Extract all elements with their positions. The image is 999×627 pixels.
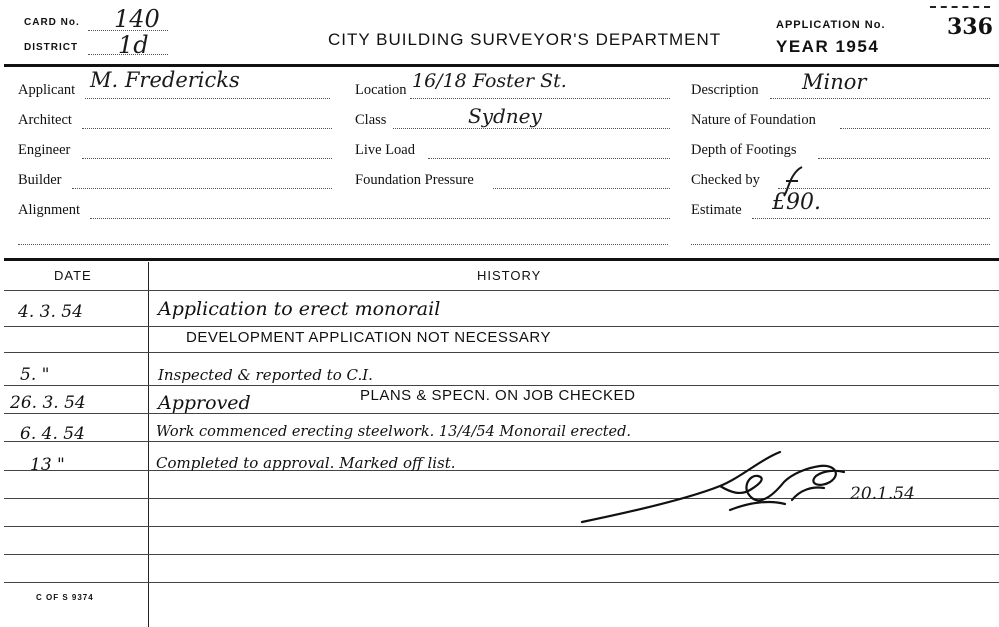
row-1-stamp: DEVELOPMENT APPLICATION NOT NECESSARY [186,329,551,346]
class-label: Class [355,112,387,128]
row-4-entry: Work commenced erecting steelwork. 13/4/54 Monorail erected. [156,424,632,440]
location-line [410,98,670,99]
depth-of-footings-line [818,158,990,159]
applicant-value: M. Fredericks [90,68,240,92]
table-row-line [4,582,999,583]
row-5-date: 13 " [30,455,65,475]
header-rule [4,64,999,67]
foundation-pressure-label: Foundation Pressure [355,172,474,188]
table-row-line [4,352,999,353]
engineer-line [82,158,332,159]
card-no-label: CARD No. [24,17,80,28]
application-no-rule [930,6,990,8]
row-3-stamp: PLANS & SPECN. ON JOB CHECKED [360,387,636,404]
department-title: CITY BUILDING SURVEYOR'S DEPARTMENT [328,30,722,49]
alignment-label: Alignment [18,202,81,218]
row-3-entry: Approved [158,392,251,414]
extra-line-left [18,244,668,245]
table-row-line [4,385,999,386]
applicant-line [85,98,330,99]
row-1-date: 4. 3. 54 [18,302,83,322]
alignment-line [90,218,670,219]
row-5-entry: Completed to approval. Marked off list. [156,454,456,472]
year: YEAR 1954 [776,37,880,56]
district-value: 1d [118,31,149,59]
row-4-date: 6. 4. 54 [20,424,85,444]
table-top-rule [4,258,999,261]
table-row-line [4,326,999,327]
signature [580,440,880,530]
form-code: C OF S 9374 [36,593,94,602]
signature-date: 20.1.54 [850,484,915,504]
row-3-date: 26. 3. 54 [10,393,86,413]
card-no-value: 140 [114,5,160,33]
location-value: 16/18 Foster St. [412,70,567,92]
foundation-pressure-line [493,188,670,189]
checked-by-label: Checked by [691,172,760,188]
date-column-header: DATE [54,268,92,283]
history-column-header: HISTORY [477,268,542,283]
description-value: Minor [802,70,867,94]
live-load-label: Live Load [355,142,415,158]
builder-line [72,188,332,189]
table-row-line [4,554,999,555]
depth-of-footings-label: Depth of Footings [691,142,797,158]
applicant-label: Applicant [18,82,76,98]
description-label: Description [691,82,759,98]
live-load-line [428,158,670,159]
row-2-date: 5. " [20,365,50,385]
table-row-line [4,413,999,414]
estimate-value: £90. [772,190,821,215]
row-1-entry: Application to erect monorail [158,298,441,320]
nature-of-foundation-label: Nature of Foundation [691,112,816,128]
column-divider [148,262,149,627]
location-label: Location [355,82,407,98]
class-line [393,128,670,129]
estimate-line [752,218,990,219]
application-no-label: APPLICATION No. [776,19,886,31]
class-value: Sydney [468,104,542,128]
architect-label: Architect [18,112,72,128]
engineer-label: Engineer [18,142,71,158]
row-2-entry: Inspected & reported to C.I. [158,366,373,384]
district-label: DISTRICT [24,42,79,53]
architect-line [82,128,332,129]
description-line [770,98,990,99]
extra-line-right [691,244,990,245]
application-no-value: 336 [947,14,993,40]
nature-of-foundation-line [840,128,990,129]
table-header-rule [4,290,999,291]
builder-label: Builder [18,172,62,188]
estimate-label: Estimate [691,202,742,218]
